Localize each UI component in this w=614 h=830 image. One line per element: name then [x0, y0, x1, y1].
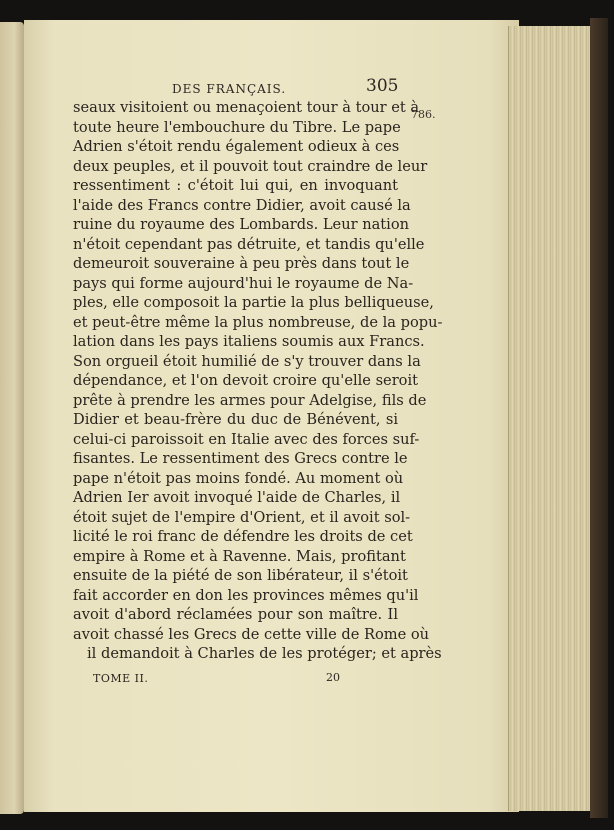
text-line: prête à prendre les armes pour Adelgise, fils de — [73, 391, 427, 409]
margin-year-note: 786. — [411, 108, 436, 121]
text-line: il demandoit à Charles de les protéger; et après — [87, 645, 442, 662]
text-line: deux peuples, et il pouvoit tout craindre de leur — [73, 157, 428, 175]
text-line: Son orgueil étoit humilié de s'y trouver dans la — [73, 352, 421, 370]
text-line: et peut-être même la plus nombreuse, de la popu- — [73, 313, 443, 331]
text-line: l'aide des Francs contre Didier, avoit causé la — [73, 196, 411, 214]
text-line: Adrien Ier avoit invoqué l'aide de Charles, il — [73, 489, 401, 506]
text-line: fisantes. Le ressentiment des Grecs contre le — [73, 450, 408, 467]
volume-footer: TOME II. — [93, 672, 149, 685]
book-cover-edge — [590, 18, 608, 818]
text-line: pape n'étoit pas moins fondé. Au moment où — [73, 469, 404, 487]
text-line: étoit sujet de l'empire d'Orient, et il avoit sol- — [73, 508, 411, 526]
text-line: celui-ci paroissoit en Italie avec des forces suf- — [73, 430, 420, 448]
text-line: Adrien s'étoit rendu également odieux à ces — [73, 138, 400, 155]
text-line: Didier et beau-frère du duc de Bénévent, si — [73, 411, 398, 428]
text-line: seaux visitoient ou menaçoient tour à tour et à — [73, 99, 420, 116]
text-line: ples, elle composoit la partie la plus belliqueuse, — [73, 294, 434, 311]
text-line: ressentiment : c'étoit lui qui, en invoquant — [73, 177, 398, 194]
page-edges — [508, 26, 593, 811]
text-line: avoit d'abord réclamées pour son maître. Il — [73, 606, 398, 623]
text-line: avoit chassé les Grecs de cette ville de Rome où — [73, 625, 430, 643]
running-header: DES FRANÇAIS. — [172, 82, 287, 96]
text-line: demeuroit souveraine à peu près dans tout le — [73, 255, 410, 272]
text-line: lation dans les pays italiens soumis aux Francs. — [73, 333, 425, 350]
text-line: dépendance, et l'on devoit croire qu'elle seroit — [73, 372, 418, 389]
facing-page-edge — [0, 22, 24, 814]
text-line: ruine du royaume des Lombards. Leur nation — [73, 216, 410, 233]
text-line: ensuite de la piété de son libérateur, il s'étoit — [73, 567, 408, 584]
text-line: pays qui forme aujourd'hui le royaume de Na- — [73, 274, 414, 292]
text-line: licité le roi franc de défendre les droits de cet — [73, 528, 413, 545]
signature-mark: 20 — [326, 671, 340, 684]
text-line: toute heure l'embouchure du Tibre. Le pape — [73, 118, 401, 136]
text-line: empire à Rome et à Ravenne. Mais, profitant — [73, 547, 406, 565]
page-number: 305 — [366, 76, 399, 96]
text-line: fait accorder en don les provinces mêmes qu'il — [73, 586, 419, 604]
text-line: n'étoit cependant pas détruite, et tandis qu'elle — [73, 235, 425, 253]
